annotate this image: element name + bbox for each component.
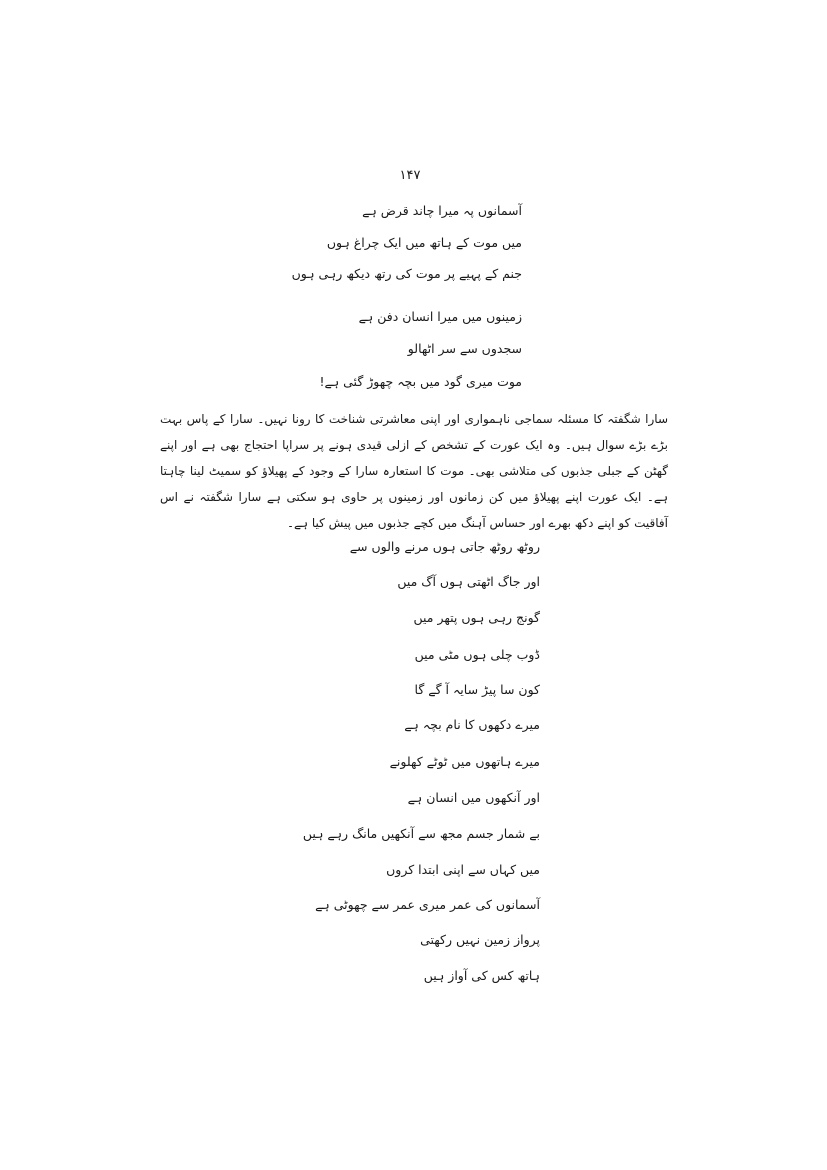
poem-1-line: سجدوں سے سر اٹھالو: [407, 341, 522, 356]
poem-1-line: آسمانوں پہ میرا چاند قرض ہے: [362, 203, 522, 218]
poem-1-line: جنم کے پہیے پر موت کی رتھ دیکھ رہی ہوں: [291, 266, 522, 281]
poem-2-line: پرواز زمین نہیں رکھتی: [420, 932, 540, 947]
poem-2-line: کون سا پیڑ سایہ آ گے گا: [414, 682, 540, 697]
prose-paragraph: سارا شگفتہ کا مسئلہ سماجی ناہمواری اور اپنی معاشرتی شناخت کا رونا نہیں۔ سارا کے پاس بہت بڑے بڑے سوال ہیں۔ وہ ایک عورت کے تشخص کے ازلی قیدی ہونے پر سراپا احتجاج بھی ہے اور اپنے گھٹن کے جبلی جذبوں کی متلاشی بھی۔ موت کا استعارہ سارا کے وجود کے پھیلاؤ کو سمیٹ لینا چاہتا ہے۔ ایک عورت اپنے پھیلاؤ میں کن زمانوں اور زمینوں پر حاوی ہو سکتی ہے سارا شگفتہ نے اس آفاقیت کو اپنے دکھ بھرے اور حساس آہنگ میں کچے جذبوں میں پیش کیا ہے۔: [160, 412, 668, 530]
poem-1-line: زمینوں میں میرا انسان دفن ہے: [358, 309, 522, 324]
poem-2-line: ڈوب چلی ہوں مٹی میں: [414, 647, 540, 662]
poem-1-line: میں موت کے ہاتھ میں ایک چراغ ہوں: [326, 235, 522, 250]
poem-2-line: روٹھ روٹھ جاتی ہوں مرنے والوں سے: [349, 539, 540, 554]
page-number: ۱۴۷: [399, 168, 421, 183]
poem-2-line: بے شمار جسم مجھ سے آنکھیں مانگ رہے ہیں: [302, 826, 540, 841]
poem-2-line: آسمانوں کی عمر میری عمر سے چھوٹی ہے: [315, 897, 540, 912]
poem-2-line: ہاتھ کس کی آواز ہیں: [423, 968, 540, 983]
poem-2-line: میرے دکھوں کا نام بچہ ہے: [404, 717, 540, 732]
poem-2-line: اور آنکھوں میں انسان ہے: [407, 790, 540, 805]
poem-2-line: میرے ہاتھوں میں ٹوٹے کھلونے: [389, 754, 540, 769]
poem-2-line: میں کہاں سے اپنی ابتدا کروں: [386, 862, 540, 877]
poem-2-line: اور جاگ اٹھتی ہوں آگ میں: [397, 574, 540, 589]
poem-2-line: گونج رہی ہوں پتھر میں: [413, 610, 540, 625]
poem-1-line: موت میری گود میں بچہ چھوڑ گئی ہے!: [319, 374, 522, 389]
